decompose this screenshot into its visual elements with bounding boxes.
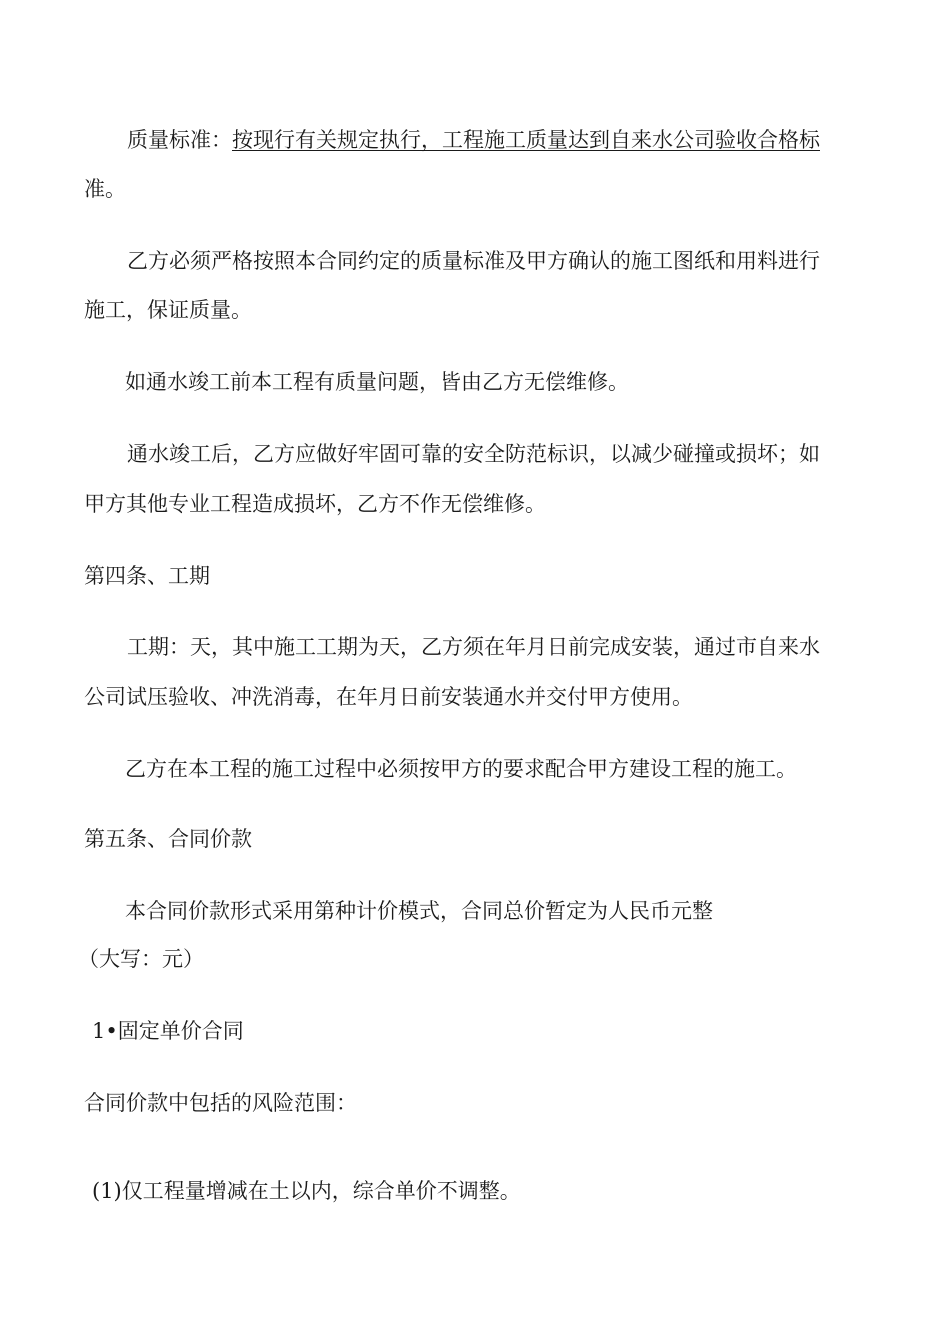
risk-item-1: (1)仅工程量增减在土以内，综合单价不调整。: [92, 1179, 521, 1203]
heading-article-5: 第五条、合同价款: [84, 827, 252, 851]
quality-standard-continued: 准。: [84, 177, 126, 201]
quality-standard-value: 按现行有关规定执行，工程施工质量达到自来水公司验收合格标: [232, 128, 820, 152]
paragraph-after-completion: 通水竣工后，乙方应做好牢固可靠的安全防范标识，以减少碰撞或损坏；如: [127, 442, 820, 466]
paragraph-risk-scope: 合同价款中包括的风险范围：: [84, 1091, 357, 1115]
paragraph-cooperation: 乙方在本工程的施工过程中必须按甲方的要求配合甲方建设工程的施工。: [125, 757, 797, 781]
paragraph-strict-quality: 乙方必须严格按照本合同约定的质量标准及甲方确认的施工图纸和用料进行: [127, 249, 820, 273]
paragraph-construction-period-continued: 公司试压验收、冲洗消毒，在年月日前安装通水并交付甲方使用。: [84, 685, 693, 709]
paragraph-free-repair: 如通水竣工前本工程有质量问题，皆由乙方无偿维修。: [125, 370, 629, 394]
paragraph-construction-period: 工期：天，其中施工工期为天，乙方须在年月日前完成安装，通过市自来水: [127, 635, 820, 659]
quality-standard-line: [127, 125, 820, 155]
paragraph-contract-price-capital: （大写：元）: [78, 947, 204, 971]
paragraph-contract-price: 本合同价款形式采用第种计价模式，合同总价暂定为人民币元整: [125, 899, 713, 923]
paragraph-after-completion-continued: 甲方其他专业工程造成损坏，乙方不作无偿维修。: [84, 492, 546, 516]
heading-article-4: 第四条、工期: [84, 564, 210, 588]
quality-standard-label: 质量标准：: [127, 128, 232, 152]
paragraph-strict-quality-continued: 施工，保证质量。: [84, 298, 252, 322]
item-fixed-unit-price: 1•固定单价合同: [92, 1019, 244, 1043]
